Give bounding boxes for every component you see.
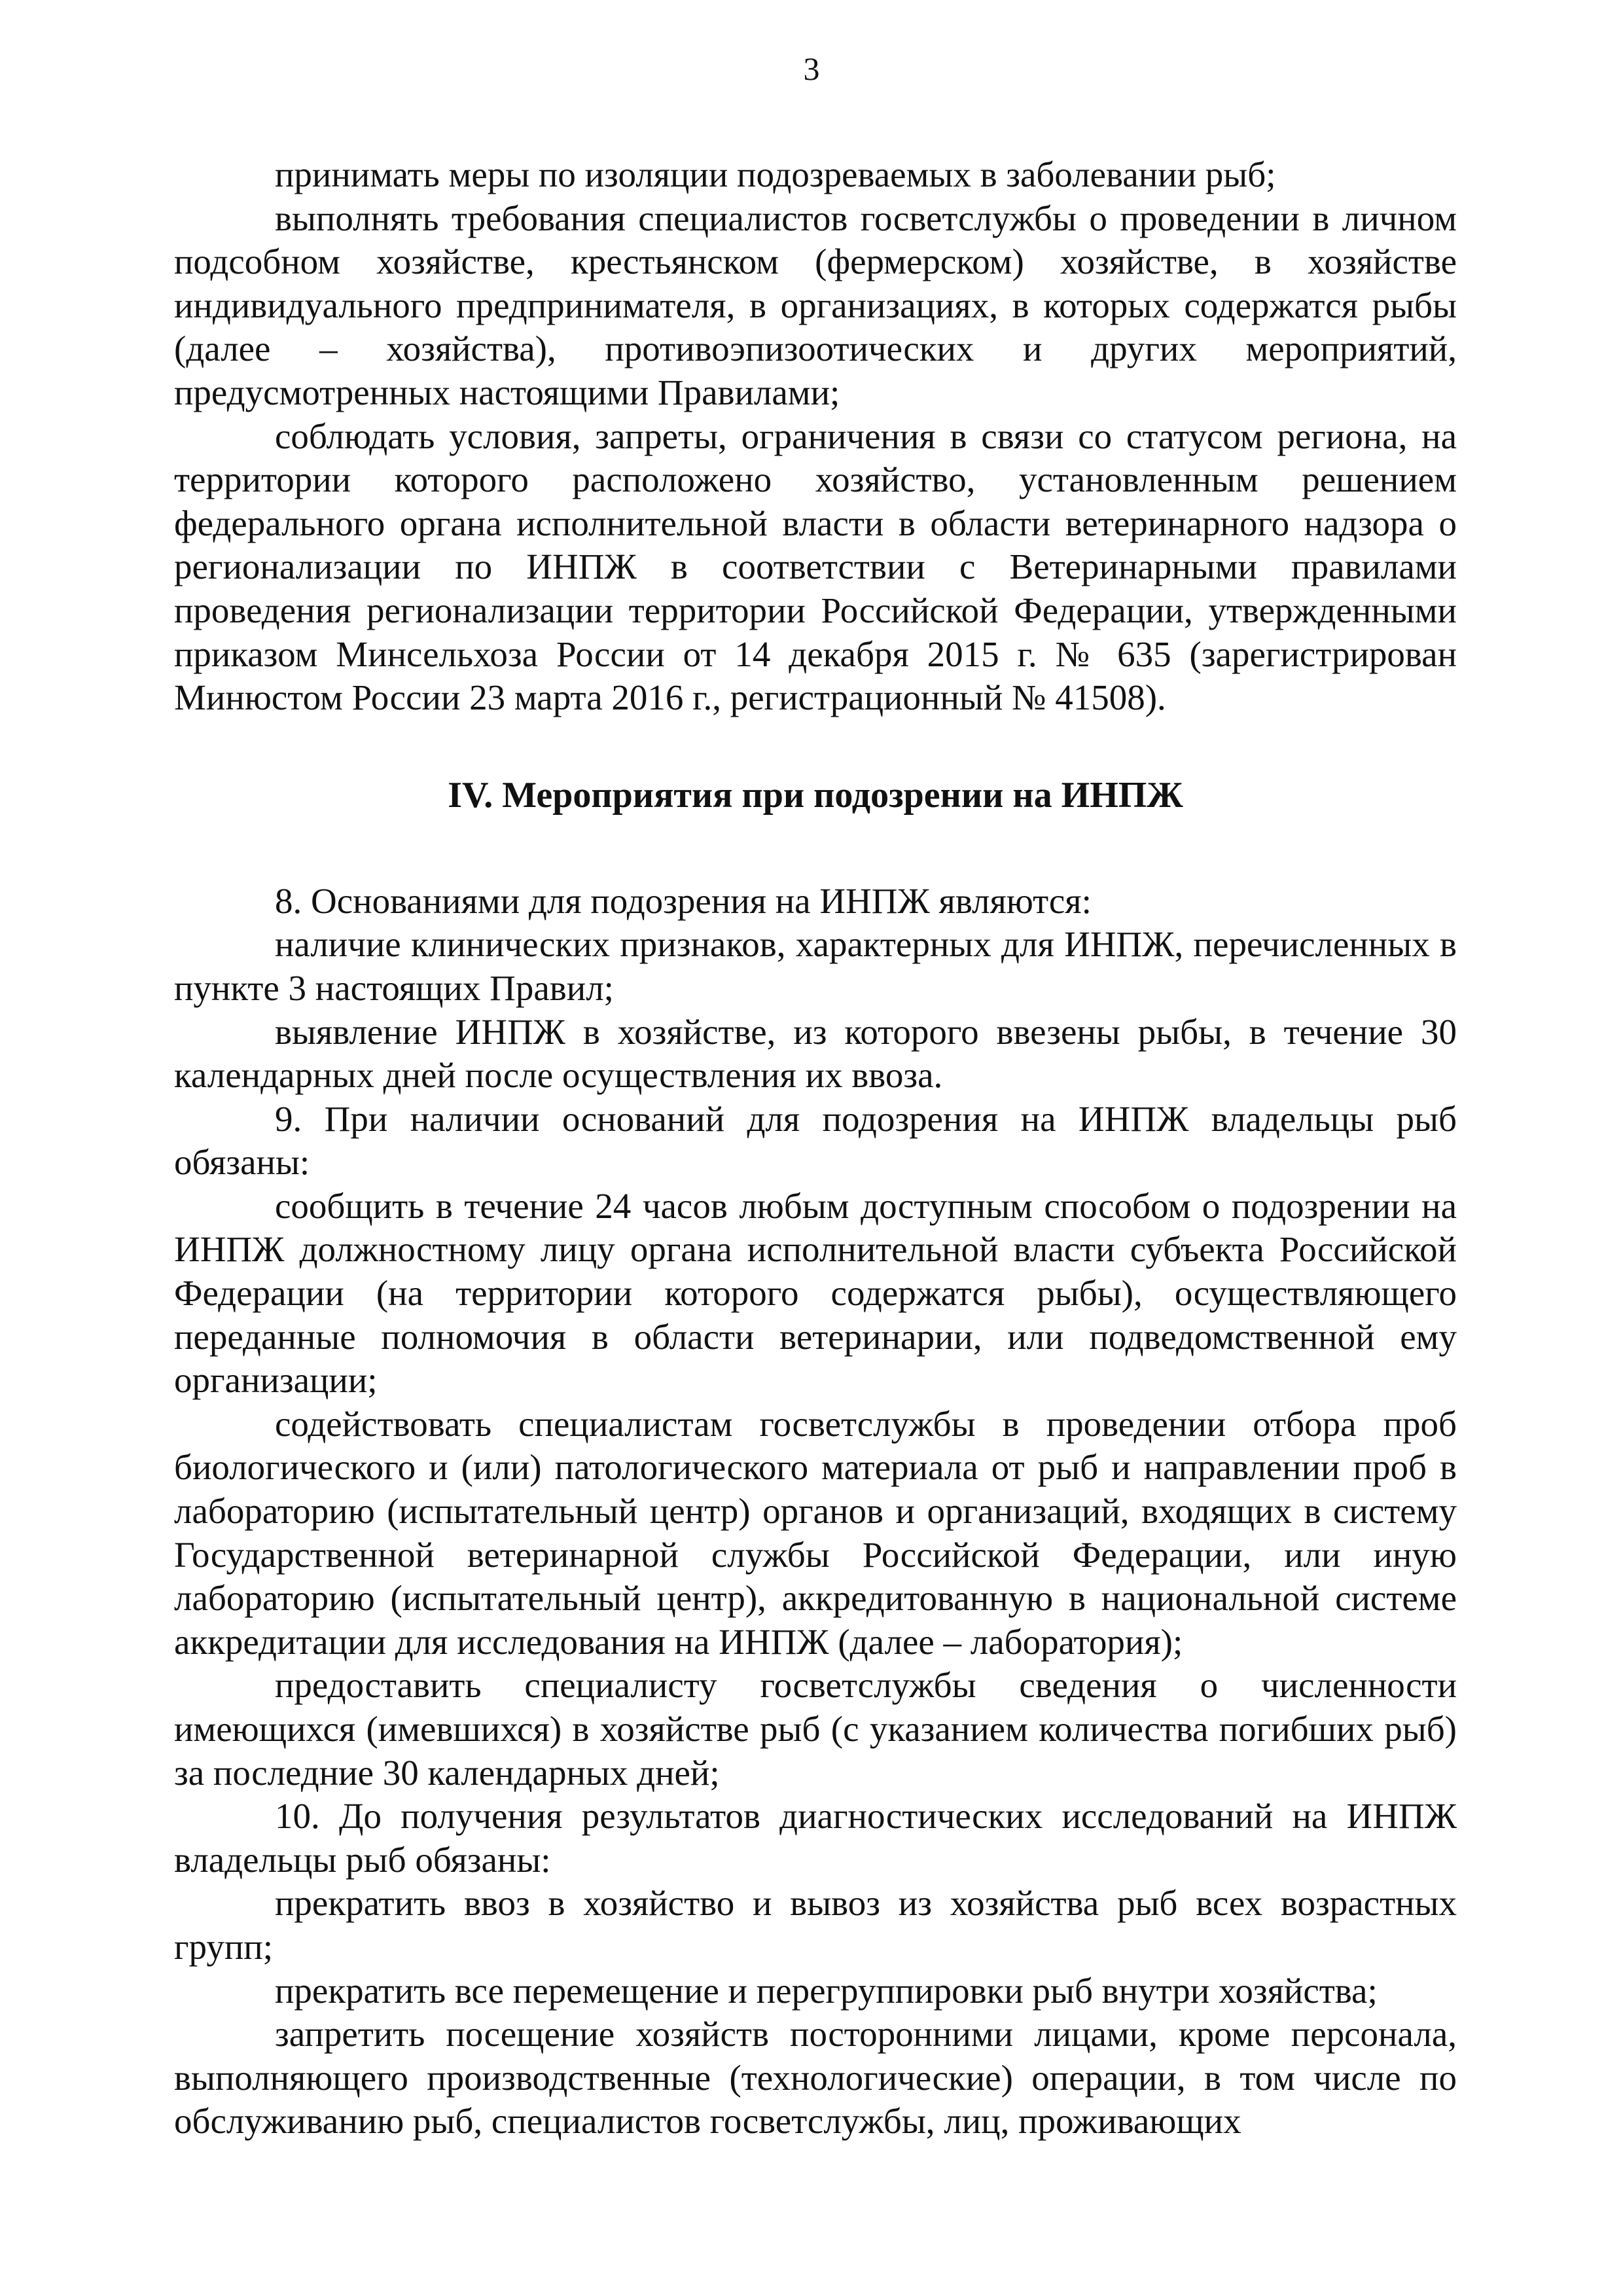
- document-body: [174, 153, 1457, 2144]
- paragraph-clinical-signs: наличие клинических признаков, характерных для ИНПЖ, перечисленных в пункте 3 настоящих Правил;: [174, 924, 1457, 1008]
- page-number: 3: [803, 50, 820, 87]
- paragraph-item-10: 10. До получения результатов диагностических исследований на ИНПЖ владельцы рыб обязаны:: [174, 1796, 1457, 1880]
- paragraph-item-9: 9. При наличии оснований для подозрения на ИНПЖ владельцы рыб обязаны:: [174, 1098, 1457, 1183]
- paragraph-requirements: выполнять требования специалистов госветслужбы о проведении в личном подсобном хозяйстве, крестьянском (фермерском) хозяйстве, в хозяйстве индивидуального предпринимателя, в организациях, в которых содержатся рыбы (далее – хозяйства), противоэпизоотических и других мероприятий, предусмотренных настоящими Правилами;: [174, 198, 1457, 412]
- section-heading: IV. Мероприятия при подозрении на ИНПЖ: [448, 774, 1183, 816]
- paragraph-restrict-visits: запретить посещение хозяйств посторонними лицами, кроме персонала, выполняющего производственные (технологические) операции, в том числе по обслуживанию рыб, специалистов госветслужбы, лиц, проживающих: [174, 2014, 1457, 2142]
- paragraph-isolation: принимать меры по изоляции подозреваемых в заболевании рыб;: [275, 154, 1276, 194]
- paragraph-information: предоставить специалисту госветслужбы сведения о численности имеющихся (имевшихся) в хозяйстве рыб (с указанием количества погибших рыб) за последние 30 календарных дней;: [174, 1665, 1457, 1793]
- paragraph-stop-movement: прекратить все перемещение и перегруппировки рыб внутри хозяйства;: [275, 1970, 1378, 2011]
- paragraph-stop-import: прекратить ввоз в хозяйство и вывоз из хозяйства рыб всех возрастных групп;: [174, 1883, 1457, 1967]
- paragraph-regionalization: соблюдать условия, запреты, ограничения в связи со статусом региона, на территории которого расположено хозяйство, установленным решением федерального органа исполнительной власти в области ветеринарного надзора о регионализации по ИНПЖ в соответствии с Ветеринарными правилами проведения регионализации территории Российской Федерации, утвержденными приказом Минсельхоза России от 14 декабря 2015 г. № 635 (зарегистрирован Минюстом России 23 марта 2016 г., регистрационный № 41508).: [174, 416, 1457, 718]
- paragraph-sampling: содействовать специалистам госветслужбы в проведении отбора проб биологического и (или) патологического материала от рыб и направлении проб в лабораторию (испытательный центр) органов и организаций, входящих в систему Государственной ветеринарной службы Российской Федерации, или иную лабораторию (испытательный центр), аккредитованную в национальной системе аккредитации для исследования на ИНПЖ (далее – лаборатория);: [174, 1403, 1457, 1662]
- paragraph-detection: выявление ИНПЖ в хозяйстве, из которого ввезены рыбы, в течение 30 календарных дней после осуществления их ввоза.: [174, 1011, 1457, 1096]
- paragraph-item-8: 8. Основаниями для подозрения на ИНПЖ являются:: [275, 880, 1092, 921]
- paragraph-report: сообщить в течение 24 часов любым доступным способом о подозрении на ИНПЖ должностному лицу органа исполнительной власти субъекта Российской Федерации (на территории которого содержатся рыбы), осуществляющего переданные полномочия в области ветеринарии, или подведомственной ему организации;: [174, 1185, 1457, 1401]
